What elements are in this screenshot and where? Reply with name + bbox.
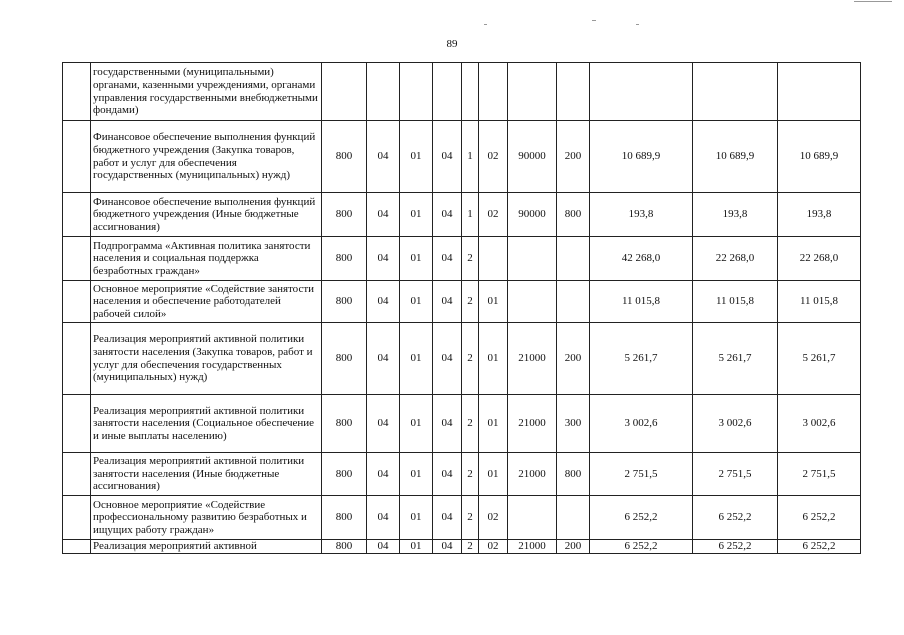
page-number: 89: [446, 38, 458, 50]
cell-num: [63, 193, 91, 237]
table-row: [63, 453, 861, 496]
cell-direction: 21000: [508, 453, 557, 496]
cell-prog: 04: [433, 281, 462, 323]
cell-admin: 800: [322, 121, 367, 193]
cell-event: 01: [479, 281, 508, 323]
table-row: [63, 63, 861, 121]
cell-section: 04: [367, 540, 400, 554]
cell-subsection: 01: [400, 453, 433, 496]
cell-direction: 21000: [508, 323, 557, 395]
cell-admin: 800: [322, 453, 367, 496]
cell-vr: [557, 237, 590, 281]
cell-direction: [508, 63, 557, 121]
cell-admin: 800: [322, 193, 367, 237]
cell-y3: 2 751,5: [778, 453, 861, 496]
cell-section: [367, 63, 400, 121]
cell-num: [63, 496, 91, 540]
cell-event: 02: [479, 496, 508, 540]
cell-subprog: 2: [462, 237, 479, 281]
cell-vr: 800: [557, 193, 590, 237]
cell-event: 01: [479, 323, 508, 395]
cell-subprog: 1: [462, 121, 479, 193]
cell-num: [63, 453, 91, 496]
cell-event: [479, 63, 508, 121]
cell-name: Реализация мероприятий активной: [91, 540, 322, 554]
cell-num: [63, 540, 91, 554]
table-row: [63, 281, 861, 323]
cell-y3: 10 689,9: [778, 121, 861, 193]
cell-section: 04: [367, 496, 400, 540]
scan-mark: [636, 24, 639, 25]
cell-prog: 04: [433, 323, 462, 395]
cell-subprog: 2: [462, 323, 479, 395]
scan-mark: [592, 20, 596, 21]
cell-admin: 800: [322, 395, 367, 453]
cell-y1: 6 252,2: [590, 496, 693, 540]
cell-y1: 6 252,2: [590, 540, 693, 554]
table-row: [63, 193, 861, 237]
cell-y1: 42 268,0: [590, 237, 693, 281]
cell-admin: 800: [322, 323, 367, 395]
cell-subsection: 01: [400, 121, 433, 193]
cell-direction: 21000: [508, 540, 557, 554]
cell-subprog: [462, 63, 479, 121]
cell-y3: 22 268,0: [778, 237, 861, 281]
cell-y1: 11 015,8: [590, 281, 693, 323]
cell-subprog: 2: [462, 496, 479, 540]
cell-name: Финансовое обеспечение выполнения функций бюджетного учреждения (Закупка товаров, работ и услуг для обеспечения государственных (муниципальных) нужд): [91, 121, 322, 193]
cell-section: 04: [367, 237, 400, 281]
cell-y3: 6 252,2: [778, 496, 861, 540]
scan-mark: [484, 24, 487, 25]
cell-event: 02: [479, 193, 508, 237]
cell-event: 01: [479, 395, 508, 453]
cell-subsection: 01: [400, 540, 433, 554]
cell-event: 02: [479, 121, 508, 193]
cell-y2: 22 268,0: [693, 237, 778, 281]
cell-prog: 04: [433, 395, 462, 453]
cell-y2: 6 252,2: [693, 496, 778, 540]
cell-vr: [557, 63, 590, 121]
cell-vr: [557, 496, 590, 540]
cell-subsection: 01: [400, 395, 433, 453]
cell-section: 04: [367, 395, 400, 453]
cell-y2: 11 015,8: [693, 281, 778, 323]
cell-event: [479, 237, 508, 281]
cell-prog: 04: [433, 237, 462, 281]
cell-y3: 193,8: [778, 193, 861, 237]
cell-section: 04: [367, 193, 400, 237]
cell-y1: 5 261,7: [590, 323, 693, 395]
cell-subsection: [400, 63, 433, 121]
cell-admin: 800: [322, 237, 367, 281]
cell-admin: 800: [322, 281, 367, 323]
table-row: [63, 121, 861, 193]
cell-y1: 2 751,5: [590, 453, 693, 496]
cell-direction: [508, 237, 557, 281]
cell-y2: 2 751,5: [693, 453, 778, 496]
cell-prog: 04: [433, 193, 462, 237]
cell-subprog: 2: [462, 281, 479, 323]
cell-subsection: 01: [400, 323, 433, 395]
cell-y3: 11 015,8: [778, 281, 861, 323]
budget-table-body: [63, 63, 861, 554]
cell-section: 04: [367, 281, 400, 323]
cell-direction: 90000: [508, 193, 557, 237]
cell-num: [63, 237, 91, 281]
cell-y2: 10 689,9: [693, 121, 778, 193]
cell-name: государственными (муниципальными) органами, казенными учреждениями, органами управления государственными внебюджетными фондами): [91, 63, 322, 121]
cell-y2: 3 002,6: [693, 395, 778, 453]
cell-y3: [778, 63, 861, 121]
cell-num: [63, 323, 91, 395]
cell-num: [63, 63, 91, 121]
table-row: [63, 237, 861, 281]
cell-subsection: 01: [400, 496, 433, 540]
cell-name: Основное мероприятие «Содействие профессиональному развитию безработных и ищущих работу граждан»: [91, 496, 322, 540]
cell-y1: [590, 63, 693, 121]
cell-name: Реализация мероприятий активной политики занятости населения (Социальное обеспечение и иные выплаты населению): [91, 395, 322, 453]
cell-y1: 10 689,9: [590, 121, 693, 193]
cell-y3: 6 252,2: [778, 540, 861, 554]
cell-y2: 193,8: [693, 193, 778, 237]
cell-vr: [557, 281, 590, 323]
cell-admin: 800: [322, 540, 367, 554]
cell-vr: 200: [557, 323, 590, 395]
cell-y2: 5 261,7: [693, 323, 778, 395]
cell-prog: 04: [433, 496, 462, 540]
cell-prog: 04: [433, 121, 462, 193]
cell-subprog: 2: [462, 540, 479, 554]
cell-prog: 04: [433, 453, 462, 496]
cell-num: [63, 121, 91, 193]
cell-y2: 6 252,2: [693, 540, 778, 554]
cell-vr: 200: [557, 540, 590, 554]
cell-subprog: 2: [462, 395, 479, 453]
cell-direction: 21000: [508, 395, 557, 453]
cell-subsection: 01: [400, 281, 433, 323]
cell-name: Подпрограмма «Активная политика занятости населения и социальная поддержка безработных граждан»: [91, 237, 322, 281]
budget-table: [62, 62, 861, 554]
scan-mark: [854, 1, 892, 2]
cell-y1: 3 002,6: [590, 395, 693, 453]
cell-section: 04: [367, 121, 400, 193]
cell-num: [63, 281, 91, 323]
cell-section: 04: [367, 453, 400, 496]
cell-name: Реализация мероприятий активной политики занятости населения (Иные бюджетные ассигнования): [91, 453, 322, 496]
cell-name: Реализация мероприятий активной политики занятости населения (Закупка товаров, работ и услуг для обеспечения государственных (муниципальных) нужд): [91, 323, 322, 395]
cell-prog: 04: [433, 540, 462, 554]
table-row: [63, 323, 861, 395]
cell-subprog: 2: [462, 453, 479, 496]
cell-num: [63, 395, 91, 453]
cell-subprog: 1: [462, 193, 479, 237]
table-row: [63, 540, 861, 554]
cell-direction: [508, 496, 557, 540]
table-row: [63, 496, 861, 540]
cell-name: Финансовое обеспечение выполнения функций бюджетного учреждения (Иные бюджетные ассигнования): [91, 193, 322, 237]
cell-direction: 90000: [508, 121, 557, 193]
cell-event: 01: [479, 453, 508, 496]
cell-y3: 5 261,7: [778, 323, 861, 395]
cell-subsection: 01: [400, 237, 433, 281]
cell-event: 02: [479, 540, 508, 554]
table-row: [63, 395, 861, 453]
cell-admin: 800: [322, 496, 367, 540]
cell-direction: [508, 281, 557, 323]
cell-prog: [433, 63, 462, 121]
cell-subsection: 01: [400, 193, 433, 237]
cell-y2: [693, 63, 778, 121]
cell-y3: 3 002,6: [778, 395, 861, 453]
cell-y1: 193,8: [590, 193, 693, 237]
cell-admin: [322, 63, 367, 121]
cell-section: 04: [367, 323, 400, 395]
cell-vr: 800: [557, 453, 590, 496]
cell-vr: 200: [557, 121, 590, 193]
cell-vr: 300: [557, 395, 590, 453]
cell-name: Основное мероприятие «Содействие занятости населения и обеспечение работодателей рабочей силой»: [91, 281, 322, 323]
